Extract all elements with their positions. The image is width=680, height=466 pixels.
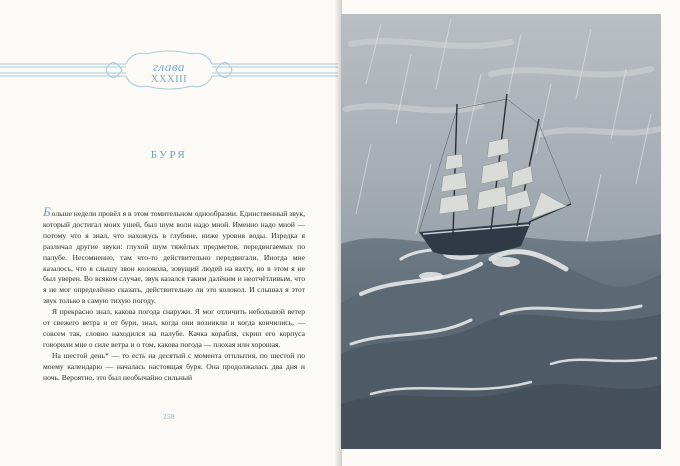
paragraph: Я прекрасно знал, какова погода снаружи. Я мог отличить небольшой ветер от свежего ветра и от бури, знал, когда они возникли и когда кончились, — совсем так, словно находился на палубе. Качка корабля, скрип его корпуса говорили мне о силе ветра и о том, какова погода — плохая или хорошая.	[43, 307, 305, 349]
paragraph	[43, 204, 305, 307]
chapter-number: XXXIII	[150, 74, 188, 85]
drop-cap: Б	[43, 204, 51, 219]
page-number: 258	[163, 413, 175, 421]
paragraph-text: ольше недели провёл я в этом томительном однообразии. Единственный звук, который достигал моих ушей, был шум волн надо мной. Именно надо мной — потому что я знал, что нахожусь в глубине, ниже уровня воды. Изредка я различал другие звуки: глухой шум тяжёлых предметов, передвигаемых по палубе. Несомненно, там что-то действительно передвигали. Иногда мне казалось, что я слышу звон колокола, зовущий людей на вахту, но в этом я не был уверен. Во всяком случае, звук казался таким далёким и неотчётливым, что я не мог определённо сказать, действительно ли это колокол. И слышал я этот звук только в самую тихую погоду.	[43, 209, 305, 306]
paragraph: На шестой день* — то есть на десятый с момента отплытия, по шестой по моему календарю — началась настоящая буря. Она продолжалась два дня и ночь. Вероятно, это был необычайно сильный	[43, 350, 305, 382]
chapter-title: БУРЯ	[150, 149, 188, 161]
left-page	[0, 0, 338, 466]
storm-ship-illustration	[341, 14, 661, 449]
chapter-label: глава	[153, 59, 185, 74]
body-text	[43, 204, 305, 384]
